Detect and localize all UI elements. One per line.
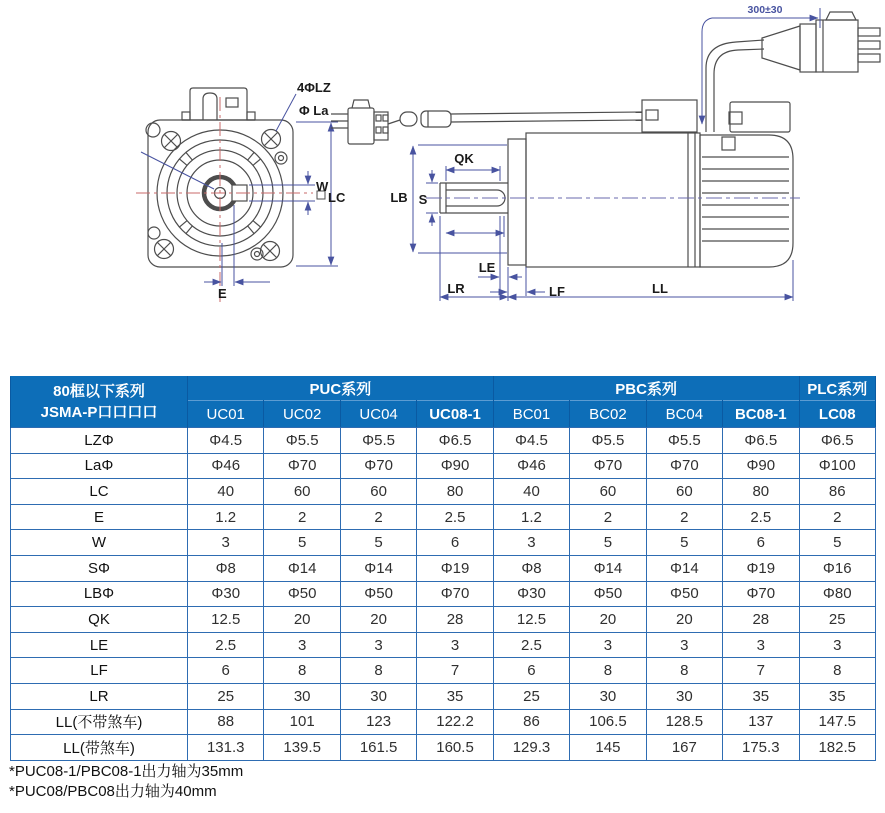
- value-cell: Φ16: [799, 555, 876, 581]
- dim-label-le: LE: [478, 260, 496, 275]
- value-cell: Φ70: [570, 453, 646, 479]
- group-header-pbc: PBC系列: [493, 377, 799, 401]
- value-cell: 2.5: [417, 504, 493, 530]
- value-cell: 6: [723, 530, 799, 556]
- value-cell: 35: [723, 683, 799, 709]
- row-label: SΦ: [11, 555, 188, 581]
- dim-label-lf: LF: [549, 284, 565, 299]
- value-cell: Φ70: [340, 453, 416, 479]
- col-header: LC08: [799, 401, 876, 428]
- value-cell: 5: [264, 530, 340, 556]
- value-cell: 60: [264, 479, 340, 505]
- value-cell: Φ6.5: [417, 428, 493, 454]
- value-cell: 101: [264, 709, 340, 735]
- value-cell: 28: [417, 607, 493, 633]
- corner-line1: 80框以下系列: [53, 383, 145, 400]
- value-cell: 8: [340, 658, 416, 684]
- value-cell: 28: [723, 607, 799, 633]
- row-label: LBΦ: [11, 581, 188, 607]
- dim-label-ll: LL: [652, 281, 668, 296]
- value-cell: 8: [646, 658, 722, 684]
- value-cell: 2: [646, 504, 722, 530]
- value-cell: 7: [723, 658, 799, 684]
- spec-table-body: [11, 428, 876, 761]
- value-cell: 80: [723, 479, 799, 505]
- value-cell: 5: [646, 530, 722, 556]
- front-centerlines: [136, 97, 313, 302]
- value-cell: 3: [417, 632, 493, 658]
- value-cell: 131.3: [188, 735, 264, 761]
- table-row: [11, 709, 876, 735]
- value-cell: Φ30: [188, 581, 264, 607]
- value-cell: 60: [646, 479, 722, 505]
- value-cell: 80: [417, 479, 493, 505]
- value-cell: 20: [646, 607, 722, 633]
- value-cell: 128.5: [646, 709, 722, 735]
- value-cell: 2: [799, 504, 876, 530]
- value-cell: 6: [417, 530, 493, 556]
- col-header: BC04: [646, 401, 722, 428]
- table-row: [11, 453, 876, 479]
- value-cell: Φ46: [493, 453, 569, 479]
- row-label: LaΦ: [11, 453, 188, 479]
- value-cell: 123: [340, 709, 416, 735]
- value-cell: 3: [264, 632, 340, 658]
- table-group-header-row: [11, 377, 876, 401]
- value-cell: 5: [799, 530, 876, 556]
- value-cell: 30: [570, 683, 646, 709]
- col-header: BC01: [493, 401, 569, 428]
- value-cell: 3: [723, 632, 799, 658]
- dim-label-lc: LC: [328, 190, 346, 205]
- value-cell: 3: [570, 632, 646, 658]
- value-cell: 3: [646, 632, 722, 658]
- value-cell: 30: [340, 683, 416, 709]
- value-cell: Φ50: [340, 581, 416, 607]
- dim-label-s: S: [418, 192, 428, 207]
- row-label: LE: [11, 632, 188, 658]
- value-cell: 6: [188, 658, 264, 684]
- dim-label-pilot: Φ La: [299, 103, 329, 118]
- col-header: BC02: [570, 401, 646, 428]
- value-cell: Φ14: [340, 555, 416, 581]
- dim-label-lr: LR: [447, 281, 465, 296]
- value-cell: 12.5: [493, 607, 569, 633]
- corner-line2: JSMA-P口口口口: [40, 404, 158, 421]
- value-cell: 2: [570, 504, 646, 530]
- value-cell: 139.5: [264, 735, 340, 761]
- value-cell: 8: [570, 658, 646, 684]
- side-dimensions: [413, 8, 820, 301]
- value-cell: 7: [417, 658, 493, 684]
- value-cell: Φ70: [646, 453, 722, 479]
- value-cell: 20: [340, 607, 416, 633]
- table-row: [11, 504, 876, 530]
- value-cell: 12.5: [188, 607, 264, 633]
- col-header: UC04: [340, 401, 416, 428]
- dim-label-w: W: [316, 179, 329, 194]
- value-cell: Φ30: [493, 581, 569, 607]
- dim-label-holes: 4ΦLZ: [297, 80, 331, 95]
- col-header: UC02: [264, 401, 340, 428]
- value-cell: Φ5.5: [264, 428, 340, 454]
- value-cell: 1.2: [493, 504, 569, 530]
- table-row: [11, 607, 876, 633]
- row-label: W: [11, 530, 188, 556]
- dimension-drawing: [0, 0, 885, 362]
- col-header: UC08-1: [417, 401, 493, 428]
- value-cell: 86: [493, 709, 569, 735]
- value-cell: 167: [646, 735, 722, 761]
- value-cell: Φ5.5: [646, 428, 722, 454]
- row-label: LF: [11, 658, 188, 684]
- value-cell: 2.5: [188, 632, 264, 658]
- value-cell: Φ80: [799, 581, 876, 607]
- row-label: E: [11, 504, 188, 530]
- value-cell: 145: [570, 735, 646, 761]
- row-label: LL(不带煞车): [11, 709, 188, 735]
- value-cell: Φ6.5: [799, 428, 876, 454]
- value-cell: 129.3: [493, 735, 569, 761]
- value-cell: 35: [417, 683, 493, 709]
- value-cell: Φ90: [417, 453, 493, 479]
- value-cell: 1.2: [188, 504, 264, 530]
- table-row: [11, 632, 876, 658]
- value-cell: 5: [340, 530, 416, 556]
- table-row: [11, 428, 876, 454]
- value-cell: 2.5: [493, 632, 569, 658]
- value-cell: Φ5.5: [570, 428, 646, 454]
- value-cell: Φ14: [570, 555, 646, 581]
- value-cell: 30: [646, 683, 722, 709]
- value-cell: Φ14: [646, 555, 722, 581]
- value-cell: Φ100: [799, 453, 876, 479]
- row-label: LZΦ: [11, 428, 188, 454]
- value-cell: Φ46: [188, 453, 264, 479]
- value-cell: Φ8: [493, 555, 569, 581]
- value-cell: Φ5.5: [340, 428, 416, 454]
- value-cell: 3: [493, 530, 569, 556]
- corner-header-cell: [11, 377, 188, 428]
- table-row: [11, 555, 876, 581]
- value-cell: 6: [493, 658, 569, 684]
- value-cell: 88: [188, 709, 264, 735]
- value-cell: Φ50: [264, 581, 340, 607]
- footnote-1: *PUC08-1/PBC08-1出力轴为35mm: [9, 763, 244, 780]
- value-cell: 3: [188, 530, 264, 556]
- value-cell: 147.5: [799, 709, 876, 735]
- value-cell: 182.5: [799, 735, 876, 761]
- value-cell: 40: [493, 479, 569, 505]
- value-cell: 60: [570, 479, 646, 505]
- value-cell: Φ6.5: [723, 428, 799, 454]
- value-cell: 20: [264, 607, 340, 633]
- table-row: [11, 530, 876, 556]
- value-cell: Φ50: [646, 581, 722, 607]
- value-cell: 3: [799, 632, 876, 658]
- dim-label-e: E: [218, 286, 227, 301]
- group-header-puc: PUC系列: [188, 377, 494, 401]
- table-row: [11, 581, 876, 607]
- value-cell: 30: [264, 683, 340, 709]
- value-cell: Φ70: [417, 581, 493, 607]
- col-header: BC08-1: [723, 401, 799, 428]
- value-cell: 2.5: [723, 504, 799, 530]
- dim-label-lb: LB: [390, 190, 408, 205]
- value-cell: Φ19: [723, 555, 799, 581]
- value-cell: 122.2: [417, 709, 493, 735]
- dim-label-cable-length: 300±30: [747, 4, 783, 16]
- value-cell: 137: [723, 709, 799, 735]
- value-cell: Φ50: [570, 581, 646, 607]
- value-cell: 2: [264, 504, 340, 530]
- value-cell: Φ90: [723, 453, 799, 479]
- value-cell: Φ4.5: [493, 428, 569, 454]
- value-cell: 25: [799, 607, 876, 633]
- value-cell: Φ8: [188, 555, 264, 581]
- value-cell: 161.5: [340, 735, 416, 761]
- value-cell: Φ70: [264, 453, 340, 479]
- dim-label-qk: QK: [454, 151, 474, 166]
- table-row: [11, 735, 876, 761]
- value-cell: 25: [188, 683, 264, 709]
- table-row: [11, 683, 876, 709]
- value-cell: Φ14: [264, 555, 340, 581]
- row-label: LR: [11, 683, 188, 709]
- value-cell: 25: [493, 683, 569, 709]
- row-label: LC: [11, 479, 188, 505]
- table-row: [11, 658, 876, 684]
- footnote-2: *PUC08/PBC08出力轴为40mm: [9, 783, 217, 800]
- value-cell: 106.5: [570, 709, 646, 735]
- value-cell: 8: [799, 658, 876, 684]
- value-cell: 35: [799, 683, 876, 709]
- table-row: [11, 479, 876, 505]
- value-cell: 2: [340, 504, 416, 530]
- group-header-plc: PLC系列: [799, 377, 876, 401]
- col-header: UC01: [188, 401, 264, 428]
- value-cell: Φ4.5: [188, 428, 264, 454]
- value-cell: Φ19: [417, 555, 493, 581]
- row-label: LL(带煞车): [11, 735, 188, 761]
- value-cell: 160.5: [417, 735, 493, 761]
- value-cell: 5: [570, 530, 646, 556]
- value-cell: 40: [188, 479, 264, 505]
- value-cell: 86: [799, 479, 876, 505]
- row-label: QK: [11, 607, 188, 633]
- value-cell: 8: [264, 658, 340, 684]
- spec-table: [10, 376, 876, 761]
- value-cell: Φ70: [723, 581, 799, 607]
- value-cell: 60: [340, 479, 416, 505]
- value-cell: 3: [340, 632, 416, 658]
- value-cell: 20: [570, 607, 646, 633]
- value-cell: 175.3: [723, 735, 799, 761]
